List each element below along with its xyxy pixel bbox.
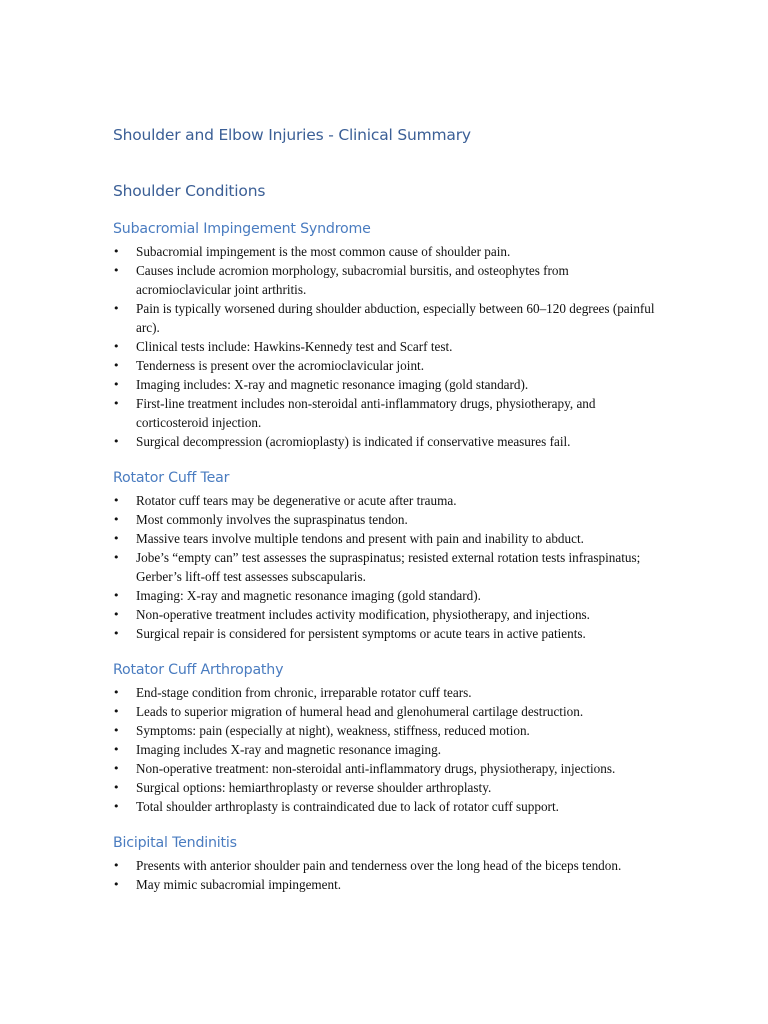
list-item [113, 875, 658, 894]
bullet-icon: • [113, 359, 120, 372]
bullet-list [113, 491, 658, 643]
list-item [113, 529, 658, 548]
list-item-text: Subacromial impingement is the most common cause of shoulder pain. [136, 244, 511, 259]
list-item-text: May mimic subacromial impingement. [136, 877, 342, 892]
list-item [113, 721, 658, 740]
bullet-icon: • [113, 781, 120, 794]
bullet-icon: • [113, 627, 120, 640]
list-item-text: Presents with anterior shoulder pain and tenderness over the long head of the biceps tendon. [136, 858, 622, 873]
list-item [113, 394, 658, 432]
bullet-icon: • [113, 513, 120, 526]
list-item [113, 299, 658, 337]
bullet-icon: • [113, 245, 120, 258]
list-item [113, 510, 658, 529]
subsection-subacromial-impingement [113, 220, 658, 451]
list-item-text: Jobe’s “empty can” test assesses the supraspinatus; resisted external rotation tests infraspinatus; Gerber’s lift-off test assesses subscapularis. [136, 550, 641, 584]
bullet-icon: • [113, 705, 120, 718]
bullet-icon: • [113, 724, 120, 737]
list-item-text: Causes include acromion morphology, subacromial bursitis, and osteophytes from acromioclavicular joint arthritis. [136, 263, 569, 297]
document-body [113, 125, 658, 894]
list-item [113, 548, 658, 586]
list-item-text: Non-operative treatment includes activity modification, physiotherapy, and injections. [136, 607, 590, 622]
section-heading-shoulder-conditions: Shoulder Conditions [113, 182, 266, 200]
bullet-icon: • [113, 551, 120, 564]
list-item [113, 624, 658, 643]
subsection-heading: Subacromial Impingement Syndrome [113, 221, 371, 237]
list-item-text: Surgical repair is considered for persistent symptoms or acute tears in active patients. [136, 626, 586, 641]
list-item [113, 242, 658, 261]
list-item-text: Tenderness is present over the acromioclavicular joint. [136, 358, 424, 373]
list-item [113, 261, 658, 299]
bullet-icon: • [113, 589, 120, 602]
list-item-text: Surgical options: hemiarthroplasty or reverse shoulder arthroplasty. [136, 780, 492, 795]
bullet-icon: • [113, 859, 120, 872]
list-item [113, 586, 658, 605]
list-item-text: Pain is typically worsened during shoulder abduction, especially between 60–120 degrees (painful arc). [136, 301, 655, 335]
bullet-list [113, 683, 658, 816]
list-item-text: Imaging: X-ray and magnetic resonance imaging (gold standard). [136, 588, 481, 603]
list-item-text: First-line treatment includes non-steroidal anti-inflammatory drugs, physiotherapy, and corticosteroid injection. [136, 396, 596, 430]
list-item [113, 356, 658, 375]
list-item [113, 797, 658, 816]
subsection-heading: Rotator Cuff Tear [113, 470, 230, 486]
bullet-icon: • [113, 302, 120, 315]
list-item [113, 375, 658, 394]
subsection-heading: Bicipital Tendinitis [113, 835, 237, 851]
bullet-icon: • [113, 878, 120, 891]
list-item-text: Surgical decompression (acromioplasty) is indicated if conservative measures fail. [136, 434, 571, 449]
list-item-text: Clinical tests include: Hawkins-Kennedy test and Scarf test. [136, 339, 453, 354]
list-item [113, 740, 658, 759]
bullet-icon: • [113, 608, 120, 621]
bullet-icon: • [113, 435, 120, 448]
list-item-text: Imaging includes: X-ray and magnetic resonance imaging (gold standard). [136, 377, 529, 392]
subsection-heading: Rotator Cuff Arthropathy [113, 662, 284, 678]
list-item-text: Imaging includes X-ray and magnetic resonance imaging. [136, 742, 442, 757]
subsection-bicipital-tendinitis [113, 834, 658, 894]
list-item [113, 337, 658, 356]
bullet-icon: • [113, 378, 120, 391]
list-item-text: Rotator cuff tears may be degenerative or acute after trauma. [136, 493, 457, 508]
list-item [113, 778, 658, 797]
list-item [113, 605, 658, 624]
bullet-icon: • [113, 762, 120, 775]
subsection-rotator-cuff-arthropathy [113, 661, 658, 816]
bullet-list [113, 242, 658, 451]
list-item [113, 702, 658, 721]
list-item-text: Symptoms: pain (especially at night), weakness, stiffness, reduced motion. [136, 723, 530, 738]
list-item-text: Most commonly involves the supraspinatus tendon. [136, 512, 408, 527]
list-item-text: Massive tears involve multiple tendons and present with pain and inability to abduct. [136, 531, 584, 546]
list-item [113, 683, 658, 702]
bullet-icon: • [113, 686, 120, 699]
bullet-icon: • [113, 532, 120, 545]
list-item-text: Non-operative treatment: non-steroidal anti-inflammatory drugs, physiotherapy, injections. [136, 761, 616, 776]
list-item-text: Total shoulder arthroplasty is contraindicated due to lack of rotator cuff support. [136, 799, 559, 814]
list-item-text: Leads to superior migration of humeral head and glenohumeral cartilage destruction. [136, 704, 584, 719]
bullet-list [113, 856, 658, 894]
list-item [113, 491, 658, 510]
bullet-icon: • [113, 340, 120, 353]
list-item [113, 432, 658, 451]
subsection-rotator-cuff-tear [113, 469, 658, 643]
list-item [113, 759, 658, 778]
bullet-icon: • [113, 800, 120, 813]
list-item [113, 856, 658, 875]
bullet-icon: • [113, 494, 120, 507]
bullet-icon: • [113, 264, 120, 277]
document-title: Shoulder and Elbow Injuries - Clinical Summary [113, 126, 471, 144]
bullet-icon: • [113, 397, 120, 410]
bullet-icon: • [113, 743, 120, 756]
list-item-text: End-stage condition from chronic, irreparable rotator cuff tears. [136, 685, 472, 700]
